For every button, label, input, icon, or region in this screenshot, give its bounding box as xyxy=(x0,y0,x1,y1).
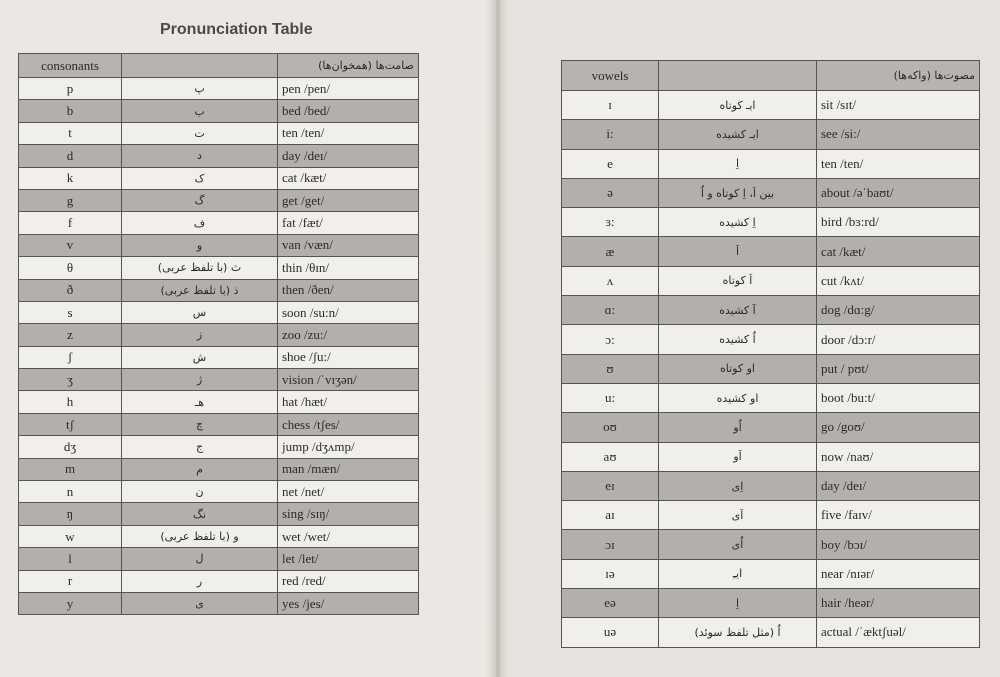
vowels-row xyxy=(562,296,980,325)
vowels-row xyxy=(562,471,980,500)
persian-equivalent: د xyxy=(122,145,278,167)
example-word: ten /ten/ xyxy=(278,122,419,144)
ipa-symbol: ɔ: xyxy=(562,325,659,354)
ipa-symbol: æ xyxy=(562,237,659,266)
persian-equivalent: اِ xyxy=(659,149,817,178)
example-word: zoo /zu:/ xyxy=(278,324,419,346)
example-word: sit /sɪt/ xyxy=(817,91,980,120)
vowels-row xyxy=(562,354,980,383)
consonants-row xyxy=(19,436,419,458)
ipa-symbol: s xyxy=(19,301,122,323)
example-word: sing /sɪŋ/ xyxy=(278,503,419,525)
persian-equivalent: ل xyxy=(122,548,278,570)
consonants-row xyxy=(19,346,419,368)
consonants-row xyxy=(19,548,419,570)
example-word: ten /ten/ xyxy=(817,149,980,178)
consonants-row xyxy=(19,100,419,122)
consonants-row xyxy=(19,212,419,234)
ipa-symbol: eɪ xyxy=(562,471,659,500)
example-word: get /get/ xyxy=(278,189,419,211)
ipa-symbol: m xyxy=(19,458,122,480)
example-word: put / pʊt/ xyxy=(817,354,980,383)
persian-equivalent: اَ xyxy=(659,237,817,266)
ipa-symbol: h xyxy=(19,391,122,413)
example-word: then /ðen/ xyxy=(278,279,419,301)
persian-equivalent: س xyxy=(122,301,278,323)
persian-equivalent: اُ کشیده xyxy=(659,325,817,354)
ipa-symbol: ə xyxy=(562,178,659,207)
ipa-symbol: ð xyxy=(19,279,122,301)
consonants-row xyxy=(19,391,419,413)
ipa-symbol: θ xyxy=(19,257,122,279)
consonants-row xyxy=(19,167,419,189)
vowels-row xyxy=(562,208,980,237)
vowels-row xyxy=(562,178,980,207)
consonants-row xyxy=(19,301,419,323)
persian-equivalent: هـ xyxy=(122,391,278,413)
vowels-row xyxy=(562,237,980,266)
vowels-header-persian: مصوت‌ها (واکه‌ها) xyxy=(817,61,980,91)
persian-equivalent: ف xyxy=(122,212,278,234)
example-word: soon /su:n/ xyxy=(278,301,419,323)
ipa-symbol: b xyxy=(19,100,122,122)
ipa-symbol: u: xyxy=(562,383,659,412)
persian-equivalent: پ xyxy=(122,78,278,100)
consonants-row xyxy=(19,525,419,547)
consonants-row xyxy=(19,145,419,167)
ipa-symbol: t xyxy=(19,122,122,144)
example-word: let /let/ xyxy=(278,548,419,570)
consonants-header-persian: صامت‌ها (همخوان‌ها) xyxy=(278,54,419,78)
ipa-symbol: oʊ xyxy=(562,413,659,442)
vowels-row xyxy=(562,91,980,120)
consonants-row xyxy=(19,257,419,279)
persian-equivalent: ایـ کوتاه xyxy=(659,91,817,120)
example-word: fat /fæt/ xyxy=(278,212,419,234)
vowels-row xyxy=(562,530,980,559)
example-word: jump /dʒʌmp/ xyxy=(278,436,419,458)
ipa-symbol: i: xyxy=(562,120,659,149)
vowels-header-row xyxy=(562,61,980,91)
persian-equivalent: م xyxy=(122,458,278,480)
ipa-symbol: ɑ: xyxy=(562,296,659,325)
ipa-symbol: aʊ xyxy=(562,442,659,471)
example-word: day /deɪ/ xyxy=(817,471,980,500)
persian-equivalent: ک xyxy=(122,167,278,189)
ipa-symbol: aɪ xyxy=(562,501,659,530)
persian-equivalent: نگ xyxy=(122,503,278,525)
example-word: boot /bu:t/ xyxy=(817,383,980,412)
ipa-symbol: ɔɪ xyxy=(562,530,659,559)
vowels-row xyxy=(562,120,980,149)
example-word: pen /pen/ xyxy=(278,78,419,100)
ipa-symbol: ʒ xyxy=(19,369,122,391)
example-word: cut /kʌt/ xyxy=(817,266,980,295)
example-word: yes /jes/ xyxy=(278,592,419,614)
example-word: near /nɪər/ xyxy=(817,559,980,588)
example-word: actual /ˈæktʃuəl/ xyxy=(817,618,980,647)
persian-equivalent: ب xyxy=(122,100,278,122)
ipa-symbol: ʌ xyxy=(562,266,659,295)
persian-equivalent: اُی xyxy=(659,530,817,559)
vowels-row xyxy=(562,325,980,354)
persian-equivalent: ن xyxy=(122,481,278,503)
consonants-row xyxy=(19,481,419,503)
example-word: man /mæn/ xyxy=(278,458,419,480)
ipa-symbol: z xyxy=(19,324,122,346)
example-word: five /faɪv/ xyxy=(817,501,980,530)
vowels-header: vowels xyxy=(562,61,659,91)
consonants-row xyxy=(19,503,419,525)
example-word: wet /wet/ xyxy=(278,525,419,547)
persian-equivalent: اُ (مثل تلفظ سوئد) xyxy=(659,618,817,647)
consonants-row xyxy=(19,570,419,592)
example-word: dog /dɑ:g/ xyxy=(817,296,980,325)
example-word: go /goʊ/ xyxy=(817,413,980,442)
vowels-row xyxy=(562,149,980,178)
example-word: boy /bɔɪ/ xyxy=(817,530,980,559)
persian-equivalent: و (با تلفظ عربی) xyxy=(122,525,278,547)
persian-equivalent: گ xyxy=(122,189,278,211)
consonants-row xyxy=(19,78,419,100)
example-word: shoe /ʃu:/ xyxy=(278,346,419,368)
persian-equivalent: ی xyxy=(122,592,278,614)
persian-equivalent: اَو xyxy=(659,442,817,471)
persian-equivalent: او کشیده xyxy=(659,383,817,412)
persian-equivalent: اِ کشیده xyxy=(659,208,817,237)
persian-equivalent: ایـ کشیده xyxy=(659,120,817,149)
vowels-row xyxy=(562,442,980,471)
example-word: day /deɪ/ xyxy=(278,145,419,167)
example-word: thin /θɪn/ xyxy=(278,257,419,279)
example-word: now /naʊ/ xyxy=(817,442,980,471)
ipa-symbol: ɜ: xyxy=(562,208,659,237)
example-word: about /əˈbaʊt/ xyxy=(817,178,980,207)
example-word: hair /heər/ xyxy=(817,589,980,618)
ipa-symbol: f xyxy=(19,212,122,234)
consonants-row xyxy=(19,234,419,256)
example-word: door /dɔ:r/ xyxy=(817,325,980,354)
persian-equivalent: اَی xyxy=(659,501,817,530)
persian-equivalent: ث (با تلفظ عربی) xyxy=(122,257,278,279)
vowels-row xyxy=(562,413,980,442)
example-word: chess /tʃes/ xyxy=(278,413,419,435)
persian-equivalent: بین اَ، اِ کوتاه و اُ xyxy=(659,178,817,207)
example-word: net /net/ xyxy=(278,481,419,503)
ipa-symbol: ɪə xyxy=(562,559,659,588)
persian-equivalent: ت xyxy=(122,122,278,144)
persian-equivalent: ایـِ xyxy=(659,559,817,588)
consonants-row xyxy=(19,324,419,346)
persian-equivalent: آ کشیده xyxy=(659,296,817,325)
ipa-symbol: w xyxy=(19,525,122,547)
ipa-symbol: l xyxy=(19,548,122,570)
ipa-symbol: p xyxy=(19,78,122,100)
book-gutter xyxy=(486,0,508,677)
ipa-symbol: e xyxy=(562,149,659,178)
example-word: bird /bɜ:rd/ xyxy=(817,208,980,237)
consonants-header-row xyxy=(19,54,419,78)
vowels-row xyxy=(562,383,980,412)
ipa-symbol: ʊ xyxy=(562,354,659,383)
page-title: Pronunciation Table xyxy=(160,21,313,38)
vowels-row xyxy=(562,618,980,647)
persian-equivalent: و xyxy=(122,234,278,256)
example-word: van /væn/ xyxy=(278,234,419,256)
vowels-row xyxy=(562,501,980,530)
persian-equivalent: اِ xyxy=(659,589,817,618)
ipa-symbol: k xyxy=(19,167,122,189)
ipa-symbol: dʒ xyxy=(19,436,122,458)
ipa-symbol: v xyxy=(19,234,122,256)
ipa-symbol: ʃ xyxy=(19,346,122,368)
ipa-symbol: ɪ xyxy=(562,91,659,120)
consonants-row xyxy=(19,122,419,144)
example-word: hat /hæt/ xyxy=(278,391,419,413)
example-word: red /red/ xyxy=(278,570,419,592)
ipa-symbol: uə xyxy=(562,618,659,647)
example-word: see /si:/ xyxy=(817,120,980,149)
persian-equivalent: ذ (با تلفظ عربی) xyxy=(122,279,278,301)
ipa-symbol: y xyxy=(19,592,122,614)
persian-equivalent: او کوتاه xyxy=(659,354,817,383)
consonants-row xyxy=(19,369,419,391)
ipa-symbol: n xyxy=(19,481,122,503)
persian-equivalent: چ xyxy=(122,413,278,435)
persian-equivalent: ز xyxy=(122,324,278,346)
consonants-header: consonants xyxy=(19,54,122,78)
example-word: bed /bed/ xyxy=(278,100,419,122)
consonants-row xyxy=(19,279,419,301)
ipa-symbol: r xyxy=(19,570,122,592)
persian-equivalent: اِی xyxy=(659,471,817,500)
vowels-row xyxy=(562,266,980,295)
consonants-row xyxy=(19,458,419,480)
consonants-table xyxy=(18,53,419,615)
persian-equivalent: ر xyxy=(122,570,278,592)
vowels-header-blank xyxy=(659,61,817,91)
ipa-symbol: g xyxy=(19,189,122,211)
consonants-row xyxy=(19,592,419,614)
example-word: vision /ˈvɪʒən/ xyxy=(278,369,419,391)
ipa-symbol: d xyxy=(19,145,122,167)
persian-equivalent: اَ کوتاه xyxy=(659,266,817,295)
example-word: cat /kæt/ xyxy=(278,167,419,189)
consonants-row xyxy=(19,413,419,435)
ipa-symbol: eə xyxy=(562,589,659,618)
consonants-header-blank xyxy=(122,54,278,78)
persian-equivalent: ژ xyxy=(122,369,278,391)
consonants-row xyxy=(19,189,419,211)
example-word: cat /kæt/ xyxy=(817,237,980,266)
persian-equivalent: اُو xyxy=(659,413,817,442)
persian-equivalent: ش xyxy=(122,346,278,368)
vowels-row xyxy=(562,589,980,618)
persian-equivalent: ج xyxy=(122,436,278,458)
ipa-symbol: ŋ xyxy=(19,503,122,525)
vowels-table xyxy=(561,60,980,648)
vowels-row xyxy=(562,559,980,588)
ipa-symbol: tʃ xyxy=(19,413,122,435)
